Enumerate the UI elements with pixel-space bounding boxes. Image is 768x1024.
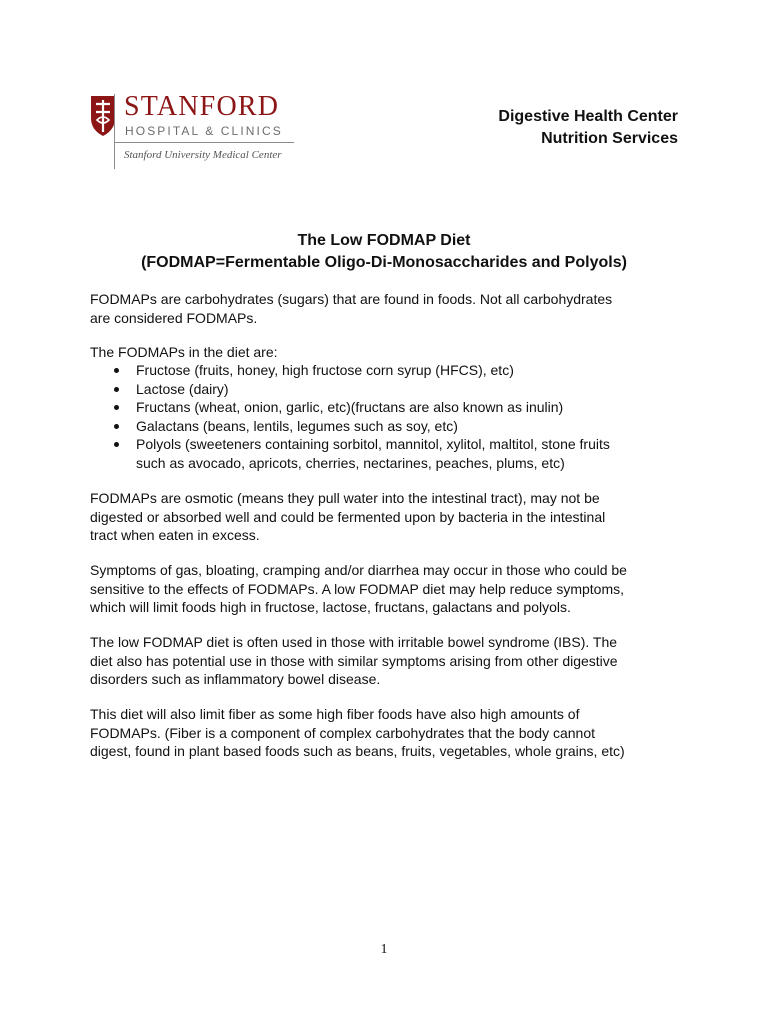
text-line: sensitive to the effects of FODMAPs. A low FODMAP diet may help reduce symptoms, <box>90 580 625 597</box>
logo-name: STANFORD <box>124 91 280 122</box>
list-item <box>90 417 710 436</box>
text-line: FODMAPs. (Fiber is a component of complex carbohydrates that the body cannot <box>90 724 596 741</box>
title-line: The Low FODMAP Diet <box>297 232 471 249</box>
list-item <box>90 361 710 380</box>
text-line: digest, found in plant based foods such as beans, fruits, vegetables, whole grains, etc) <box>90 743 625 759</box>
text-line: FODMAPs are osmotic (means they pull water into the intestinal tract), may not be <box>90 490 600 506</box>
logo-divider-vertical <box>114 94 115 169</box>
service-name: Nutrition Services <box>541 130 678 147</box>
logo-tagline: Stanford University Medical Center <box>124 149 282 161</box>
list-item <box>90 435 710 472</box>
list-item <box>90 380 710 399</box>
intro-paragraph <box>90 290 690 327</box>
ibs-paragraph <box>90 633 690 689</box>
subtitle-line: (FODMAP=Fermentable Oligo-Di-Monosaccharides and Polyols) <box>141 254 627 271</box>
document-title <box>0 230 768 274</box>
list-item-text: such as avocado, apricots, cherries, nectarines, peaches, plums, etc) <box>136 454 565 471</box>
text-line: which will limit foods high in fructose, lactose, fructans, galactans and polyols. <box>90 599 571 615</box>
department-header <box>498 106 678 150</box>
page-number: 1 <box>380 942 388 957</box>
list-item <box>90 398 710 417</box>
text-line: digested or absorbed well and could be fermented upon by bacteria in the intestinal <box>90 508 606 525</box>
list-item-text: Lactose (dairy) <box>136 380 229 397</box>
list-item-text: Galactans (beans, lentils, legumes such as soy, etc) <box>136 417 458 434</box>
department-name: Digestive Health Center <box>498 108 678 125</box>
logo-divider <box>114 142 294 143</box>
list-item-text: Fructans (wheat, onion, garlic, etc)(fructans are also known as inulin) <box>136 399 564 415</box>
stanford-logo <box>88 92 288 174</box>
fiber-paragraph <box>90 705 690 761</box>
text-line: Symptoms of gas, bloating, cramping and/or diarrhea may occur in those who could be <box>90 562 627 578</box>
list-item-text: Polyols (sweeteners containing sorbitol, mannitol, xylitol, maltitol, stone fruits <box>136 436 610 452</box>
logo-subtitle: HOSPITAL & CLINICS <box>125 124 283 138</box>
text-line: This diet will also limit fiber as some high fiber foods have also high amounts of <box>90 706 580 722</box>
text-line: disorders such as inflammatory bowel disease. <box>90 671 381 687</box>
symptoms-paragraph <box>90 561 690 617</box>
text-line: are considered FODMAPs. <box>90 309 258 326</box>
osmotic-paragraph <box>90 489 690 545</box>
list-item-text: Fructose (fruits, honey, high fructose corn syrup (HFCS), etc) <box>136 362 514 378</box>
list-heading: The FODMAPs in the diet are: <box>90 344 278 360</box>
text-line: diet also has potential use in those with similar symptoms arising from other digestive <box>90 652 618 669</box>
text-line: FODMAPs are carbohydrates (sugars) that are found in foods. Not all carbohydrates <box>90 291 613 307</box>
text-line: The low FODMAP diet is often used in those with irritable bowel syndrome (IBS). The <box>90 634 618 650</box>
fodmap-list <box>90 361 710 472</box>
text-line: tract when eaten in excess. <box>90 527 260 543</box>
